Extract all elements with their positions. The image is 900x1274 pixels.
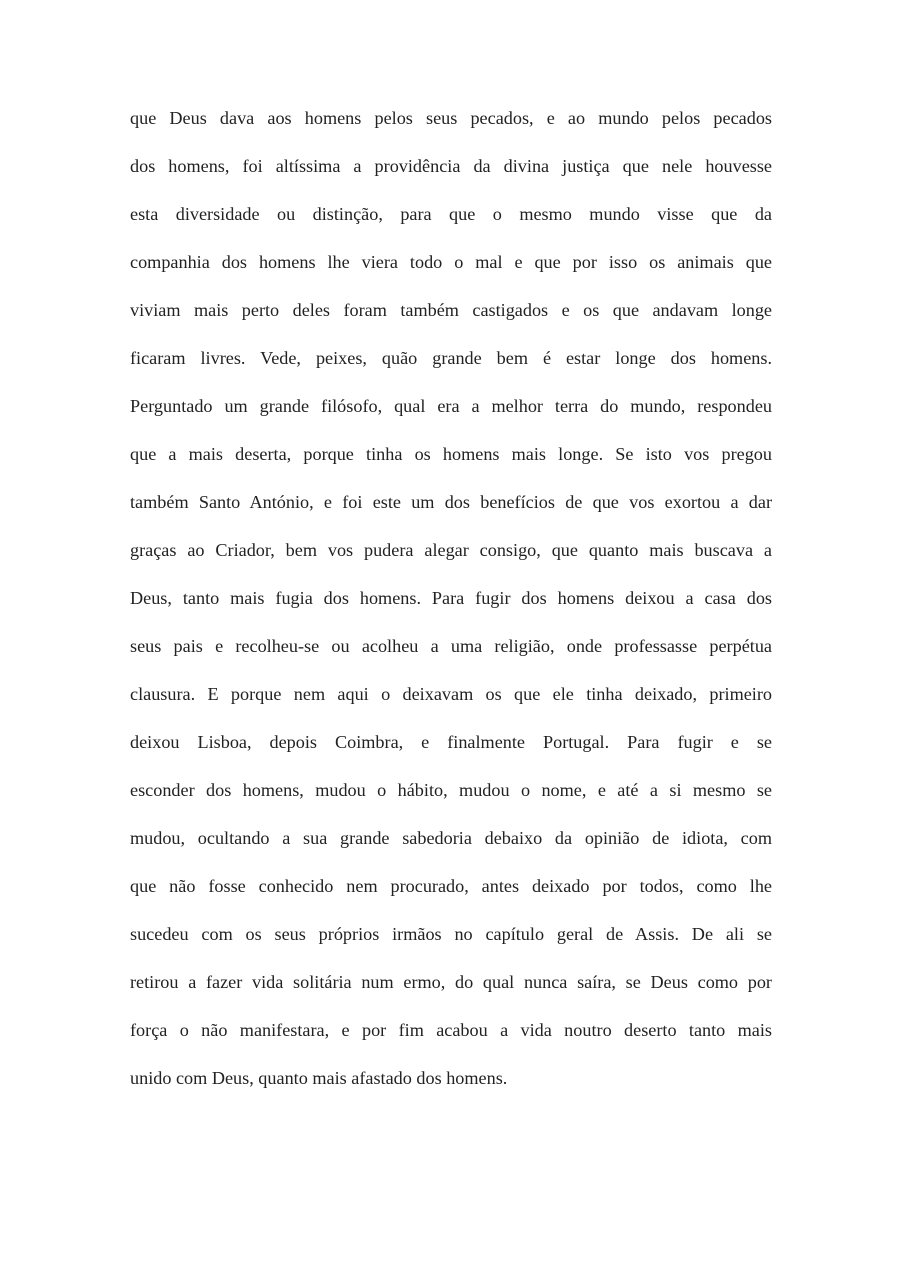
body-paragraph (130, 98, 772, 1106)
text-line: retirou a fazer vida solitária num ermo, do qual nunca saíra, se Deus como por (130, 972, 772, 992)
text-line: unido com Deus, quanto mais afastado dos homens. (130, 1068, 508, 1088)
text-line: que a mais deserta, porque tinha os homens mais longe. Se isto vos pregou (130, 444, 772, 464)
text-line: Perguntado um grande filósofo, qual era a melhor terra do mundo, respondeu (130, 396, 772, 416)
text-line: deixou Lisboa, depois Coimbra, e finalmente Portugal. Para fugir e se (130, 732, 772, 752)
text-line: mudou, ocultando a sua grande sabedoria debaixo da opinião de idiota, com (130, 828, 772, 848)
text-line: ficaram livres. Vede, peixes, quão grande bem é estar longe dos homens. (130, 348, 772, 368)
text-line: viviam mais perto deles foram também castigados e os que andavam longe (130, 300, 772, 320)
text-line: sucedeu com os seus próprios irmãos no capítulo geral de Assis. De ali se (130, 924, 772, 944)
text-line: que Deus dava aos homens pelos seus pecados, e ao mundo pelos pecados (130, 108, 772, 128)
text-line: esta diversidade ou distinção, para que o mesmo mundo visse que da (130, 204, 772, 224)
text-line: companhia dos homens lhe viera todo o mal e que por isso os animais que (130, 252, 772, 272)
text-line: seus pais e recolheu-se ou acolheu a uma religião, onde professasse perpétua (130, 636, 772, 656)
text-line: Deus, tanto mais fugia dos homens. Para fugir dos homens deixou a casa dos (130, 588, 772, 608)
text-line: dos homens, foi altíssima a providência da divina justiça que nele houvesse (130, 156, 772, 176)
text-line: clausura. E porque nem aqui o deixavam os que ele tinha deixado, primeiro (130, 684, 772, 704)
text-line: graças ao Criador, bem vos pudera alegar consigo, que quanto mais buscava a (130, 540, 772, 560)
text-line: esconder dos homens, mudou o hábito, mudou o nome, e até a si mesmo se (130, 780, 772, 800)
text-line: também Santo António, e foi este um dos benefícios de que vos exortou a dar (130, 492, 772, 512)
text-line: que não fosse conhecido nem procurado, antes deixado por todos, como lhe (130, 876, 772, 896)
text-line: força o não manifestara, e por fim acabou a vida noutro deserto tanto mais (130, 1020, 772, 1040)
